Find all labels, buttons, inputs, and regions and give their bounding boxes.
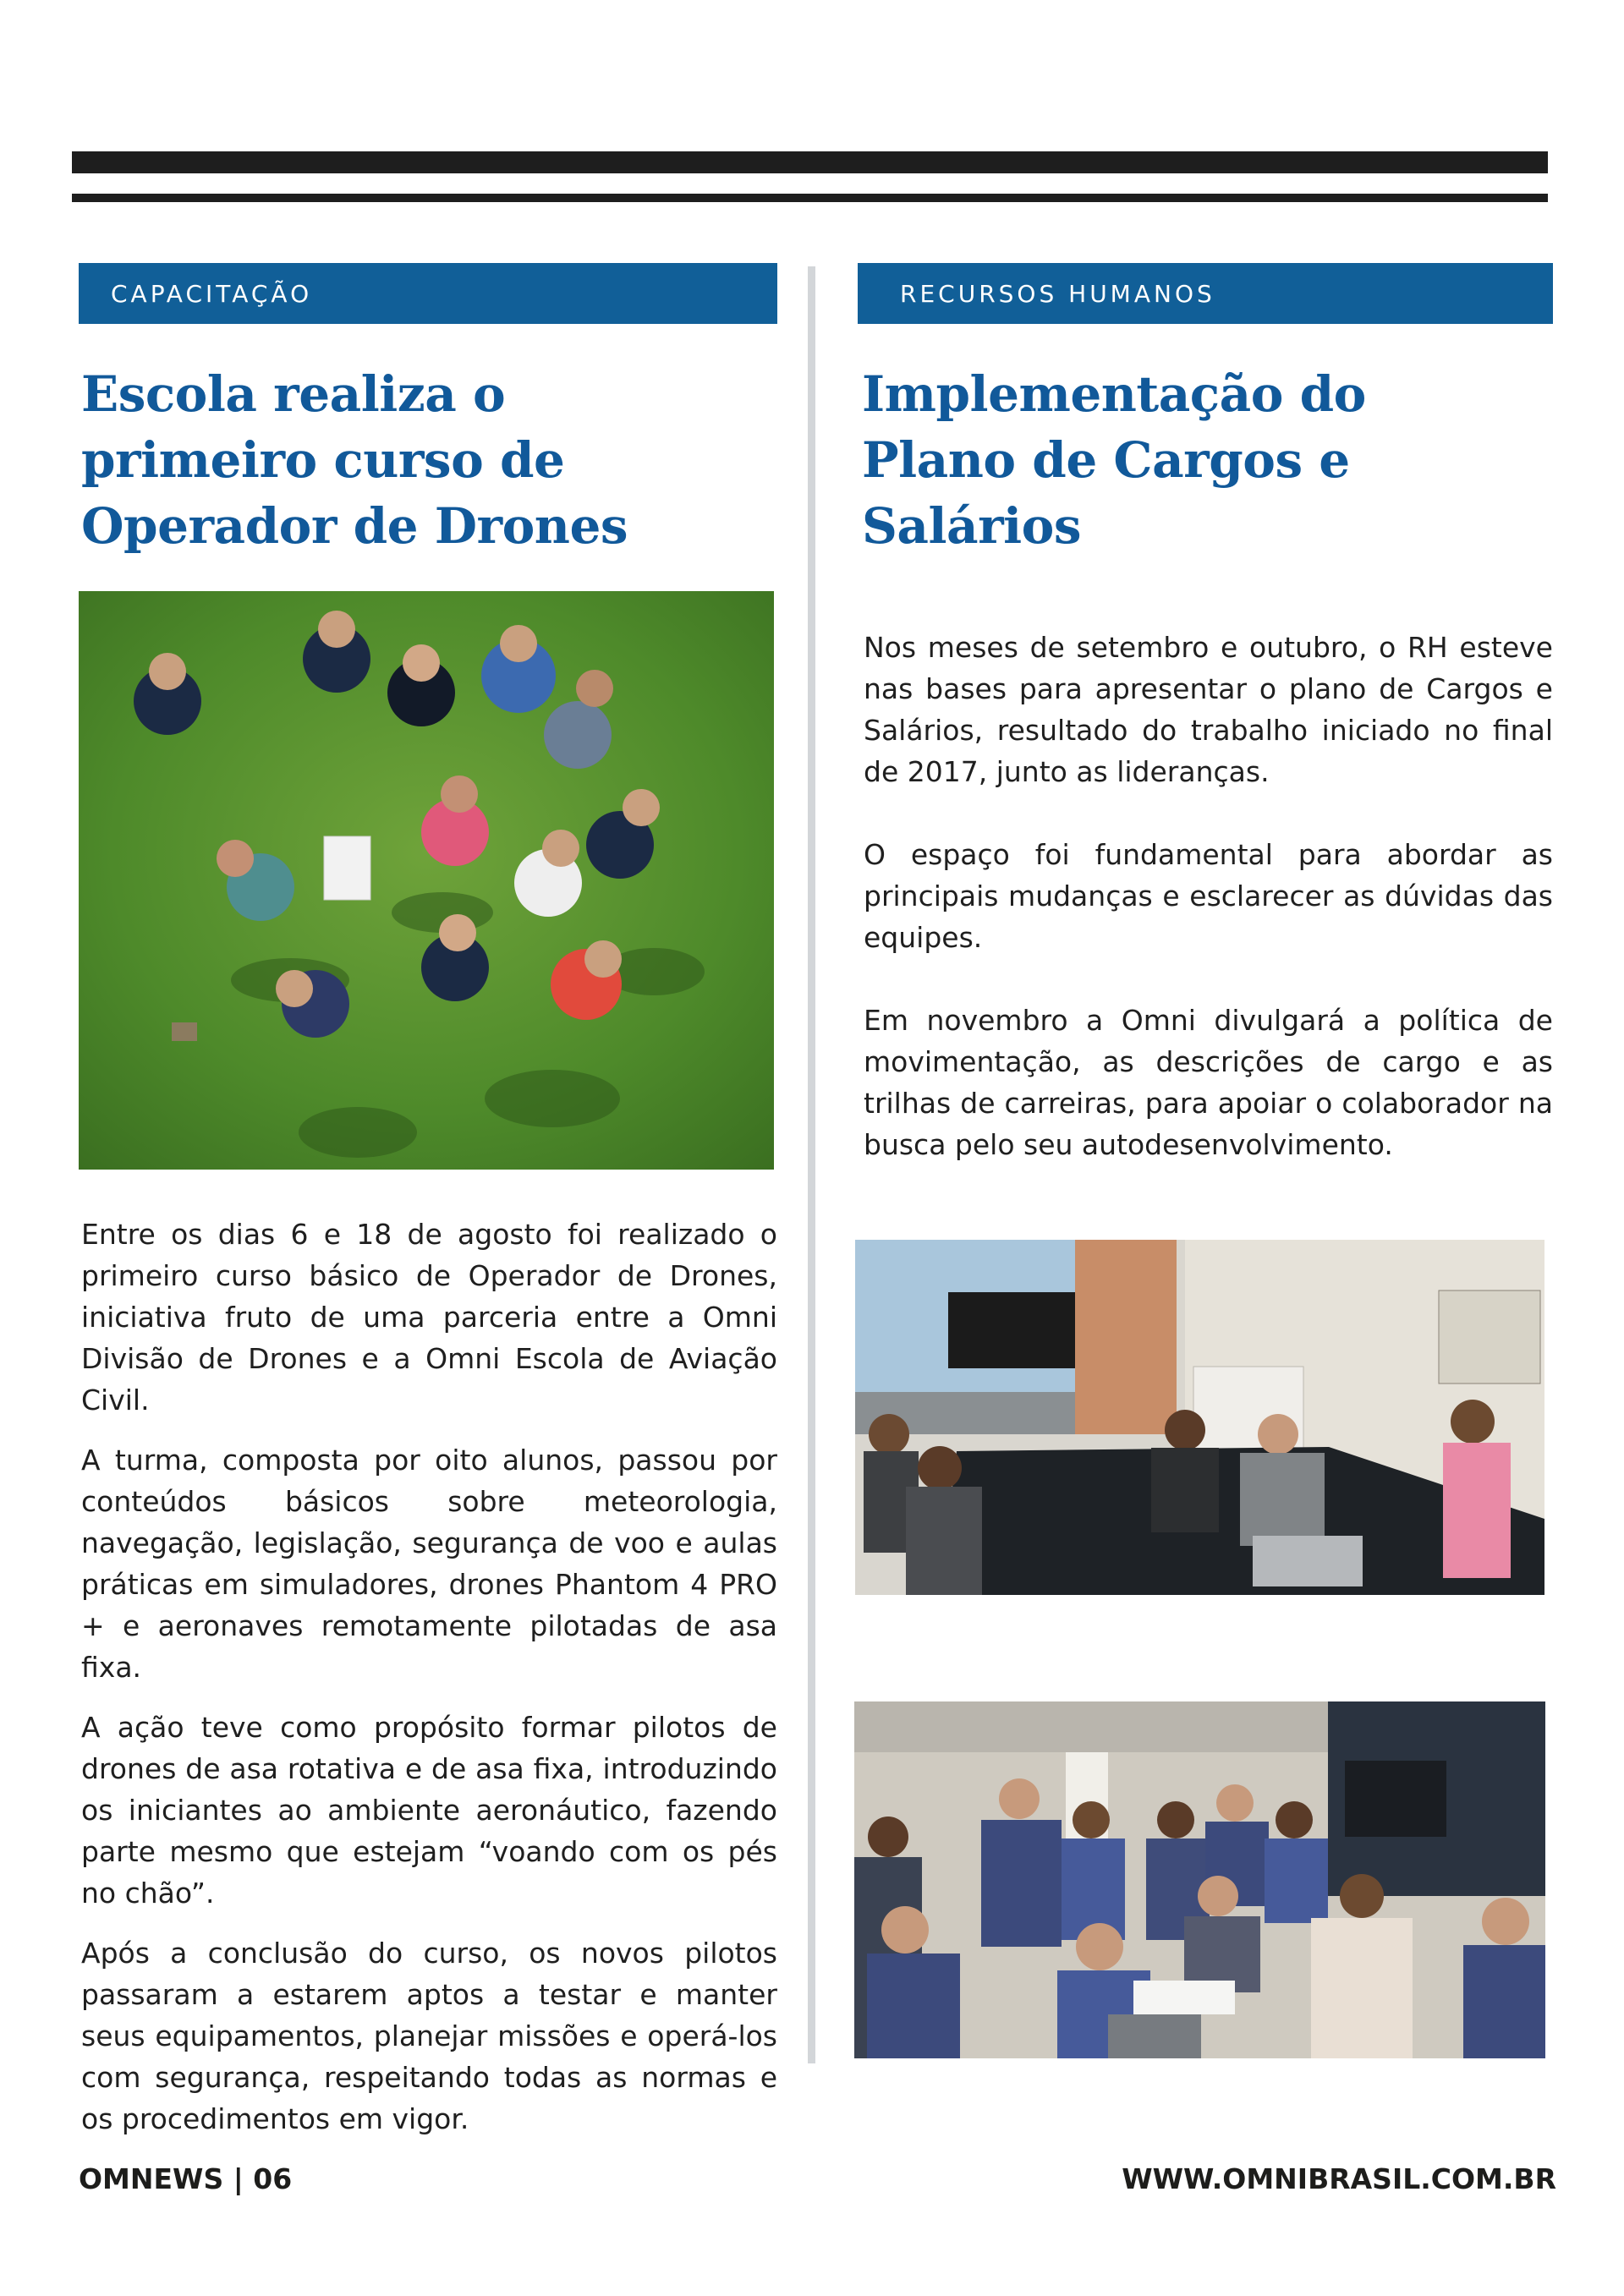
section-tag-label: CAPACITAÇÃO	[111, 279, 313, 308]
title-line: Plano de Cargos e	[862, 431, 1350, 489]
section-tag-label: RECURSOS HUMANOS	[900, 279, 1215, 308]
left-article	[79, 263, 777, 2135]
header-rule-thin	[72, 194, 1548, 202]
title-line: Salários	[862, 497, 1082, 555]
title-line: primeiro curso de	[81, 431, 565, 489]
paragraph: Em novembro a Omni divulgará a política de movimentação, as descrições de cargo e as trilhas de carreiras, para apoiar o colaborador na busca pelo seu autodesenvolvimento.	[864, 1004, 1553, 1161]
section-tag-capacitacao	[79, 263, 777, 324]
right-article	[858, 263, 1553, 1161]
article-title	[862, 361, 1366, 559]
right-article-body	[864, 627, 1553, 1165]
header-rule-thick	[72, 151, 1548, 173]
footer-issue-label: OMNEWS | 06	[79, 2162, 293, 2195]
footer-website: WWW.OMNIBRASIL.COM.BR	[1122, 2162, 1556, 2195]
paragraph: O espaço foi fundamental para abordar as principais mudanças e esclarecer as dúvidas das equipes.	[864, 838, 1553, 954]
team-meeting-photo	[854, 1701, 1545, 2058]
paragraph: A turma, composta por oito alunos, passou por conteúdos básicos sobre meteorologia, navegação, legislação, segurança de voo e aulas práticas em simuladores, drones Phantom 4 PRO + e aeronaves remotamente pilotadas de asa fixa.	[81, 1444, 777, 1684]
paragraph: Entre os dias 6 e 18 de agosto foi realizado o primeiro curso básico de Operador de Drones, iniciativa fruto de uma parceria entre a Omni Divisão de Drones e a Omni Escola de Aviação Civil.	[81, 1218, 777, 1417]
section-tag-recursos-humanos	[858, 263, 1553, 324]
title-line: Escola realiza o	[81, 365, 506, 423]
title-line: Operador de Drones	[81, 497, 628, 555]
meeting-room-photo	[855, 1240, 1544, 1595]
paragraph: Nos meses de setembro e outubro, o RH esteve nas bases para apresentar o plano de Cargos e Salários, resultado do trabalho iniciado no final de 2017, junto as lideranças.	[864, 631, 1553, 788]
left-article-body	[81, 1214, 777, 2140]
paragraph: A ação teve como propósito formar pilotos de drones de asa rotativa e de asa fixa, introduzindo os iniciantes ao ambiente aeronáutico, fazendo parte mesmo que estejam “voando com os pés no chão”.	[81, 1711, 777, 1910]
paragraph: Após a conclusão do curso, os novos pilotos passaram a estarem aptos a testar e manter seus equipamentos, planejar missões e operá-los com segurança, respeitando todas as normas e os procedimentos em vigor.	[81, 1937, 777, 2135]
drone-class-group-photo	[79, 591, 774, 1170]
article-title	[81, 361, 628, 559]
title-line: Implementação do	[862, 365, 1366, 423]
column-divider	[808, 266, 815, 2063]
